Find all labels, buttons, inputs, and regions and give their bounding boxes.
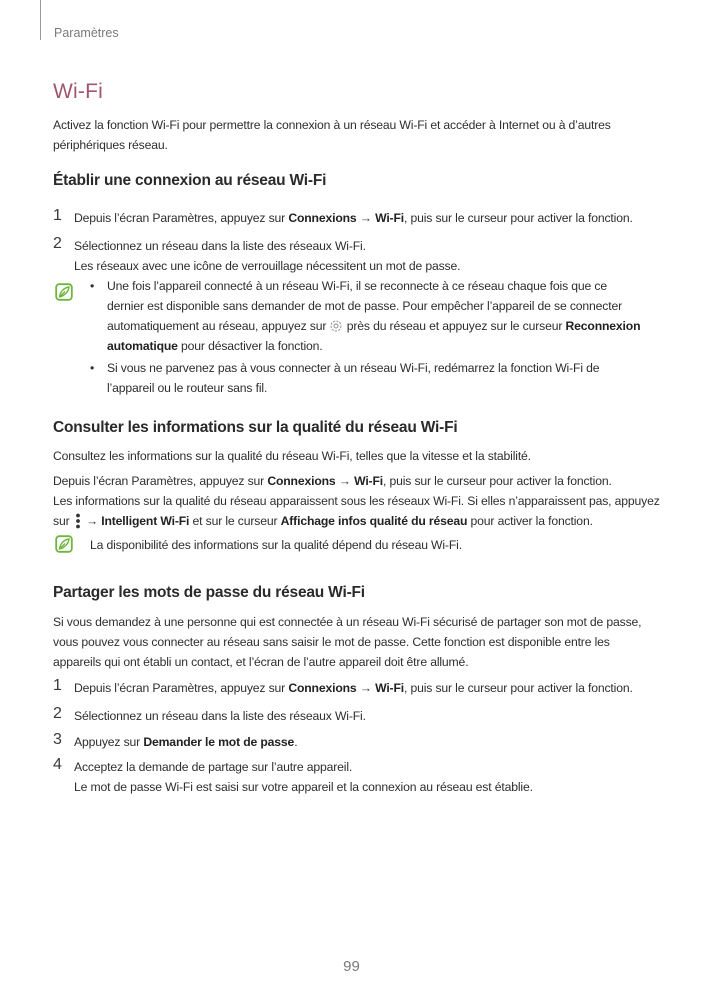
quality-paragraph-2: Depuis l’écran Paramètres, appuyez sur Connexions → Wi-Fi, puis sur le curseur pour activer la fonction. Les informations sur la qualité du réseau apparaissent sous les réseaux Wi-Fi. Si elles n’apparaissent pas, appuyez sur → Intelligent Wi-Fi et sur le curseur Affichage infos qualité du réseau pour activer la fonction. <box>53 474 660 528</box>
more-options-icon <box>75 513 81 529</box>
menu-connexions: Connexions <box>288 681 357 695</box>
step-number: 1 <box>53 207 62 224</box>
share-step-3 <box>53 732 673 752</box>
menu-connexions: Connexions <box>267 474 336 488</box>
step-1 <box>53 208 673 228</box>
step-subtext: Le mot de passe Wi-Fi est saisi sur votre appareil et la connexion au réseau est établie. <box>74 780 533 794</box>
gear-icon <box>329 319 343 333</box>
menu-wifi: Wi-Fi <box>354 474 383 488</box>
quality-note: La disponibilité des informations sur la qualité dépend du réseau Wi-Fi. <box>90 538 462 552</box>
note-icon <box>55 283 73 301</box>
bullet-dot: • <box>90 279 95 293</box>
step-text: Appuyez sur Demander le mot de passe. <box>74 735 298 749</box>
button-demander-mot-de-passe: Demander le mot de passe <box>143 735 295 749</box>
step-number: 3 <box>53 731 62 748</box>
intro-paragraph: Activez la fonction Wi-Fi pour permettre la connexion à un réseau Wi-Fi et accéder à Internet ou à d’autres périphériques réseau. <box>53 118 611 152</box>
menu-wifi: Wi-Fi <box>375 681 404 695</box>
section-heading-share: Partager les mots de passe du réseau Wi-Fi <box>53 584 365 601</box>
share-paragraph: Si vous demandez à une personne qui est connectée à un réseau Wi-Fi sécurisé de partager son mot de passe, vous pouvez vous connecter au réseau sans saisir le mot de passe. Cette fonction est disponible entre les appareils qui ont établi un contact, et l’écran de l’autre appareil doit être allumé. <box>53 615 642 669</box>
note-bullet-1: • Une fois l’appareil connecté à un réseau Wi-Fi, il se reconnecte à ce réseau chaque fois que ce dernier est disponible sans demander de mot de passe. Pour empêcher l’appareil de se connecter automatiquement au réseau, appuyez sur près du réseau et appuyez sur le curseur Reconnexion automatique pour désactiver la fonction. <box>87 276 647 356</box>
margin-rule <box>40 0 41 40</box>
step-text: Depuis l’écran Paramètres, appuyez sur Connexions → Wi-Fi, puis sur le curseur pour activer la fonction. <box>74 211 633 225</box>
step-number: 2 <box>53 235 62 252</box>
setting-affichage-qualite: Affichage infos qualité du réseau <box>280 514 468 528</box>
step-text: Acceptez la demande de partage sur l’autre appareil. <box>74 760 353 774</box>
quality-paragraph-1: Consultez les informations sur la qualité du réseau Wi-Fi, telles que la vitesse et la stabilité. <box>53 449 531 463</box>
step-number: 4 <box>53 756 62 773</box>
step-subtext: Les réseaux avec une icône de verrouillage nécessitent un mot de passe. <box>74 259 461 273</box>
section-heading-quality: Consulter les informations sur la qualité du réseau Wi-Fi <box>53 419 458 436</box>
note-icon <box>55 535 73 553</box>
step-number: 2 <box>53 705 62 722</box>
step-text: Sélectionnez un réseau dans la liste des réseaux Wi-Fi. <box>74 239 366 253</box>
menu-intelligent-wifi: Intelligent Wi-Fi <box>101 514 190 528</box>
step-number: 1 <box>53 677 62 694</box>
step-text: Sélectionnez un réseau dans la liste des réseaux Wi-Fi. <box>74 709 366 723</box>
bullet-dot: • <box>90 361 95 375</box>
step-2 <box>53 236 673 276</box>
page-title: Wi-Fi <box>53 80 103 103</box>
share-step-1 <box>53 678 673 698</box>
setting-reconnexion-auto: Reconnexion automatique <box>107 319 641 353</box>
menu-wifi: Wi-Fi <box>375 211 404 225</box>
note-bullet-2: • Si vous ne parvenez pas à vous connecter à un réseau Wi-Fi, redémarrez la fonction Wi-Fi de l’appareil ou le routeur sans fil. <box>87 358 647 398</box>
share-step-2 <box>53 706 673 726</box>
share-step-4 <box>53 757 673 797</box>
section-heading-connect: Établir une connexion au réseau Wi-Fi <box>53 172 327 189</box>
menu-connexions: Connexions <box>288 211 357 225</box>
step-text: Depuis l’écran Paramètres, appuyez sur Connexions → Wi-Fi, puis sur le curseur pour activer la fonction. <box>74 681 633 695</box>
page-number: 99 <box>343 958 360 975</box>
running-header: Paramètres <box>54 26 119 40</box>
